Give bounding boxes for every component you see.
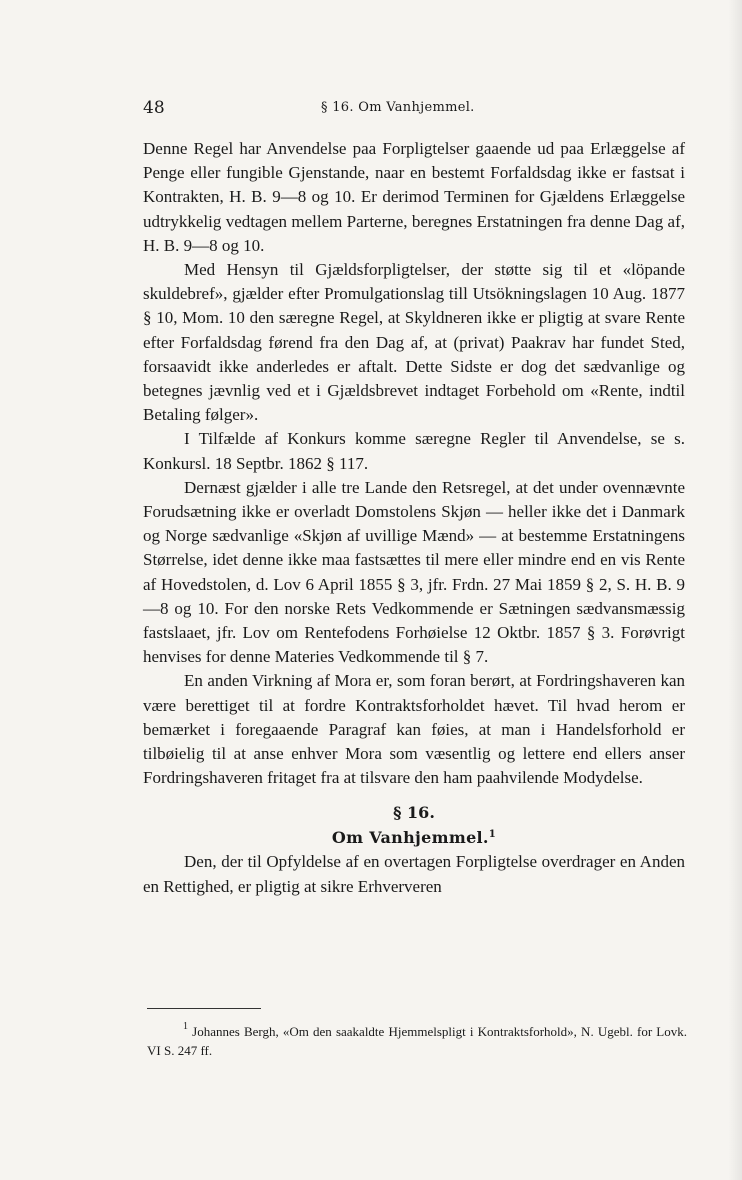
section-paragraph: Den, der til Opfyldelse af en overtagen Forpligtelse overdrager en Anden en Rettighed, er pligtig at sikre Erhververen <box>143 852 685 896</box>
footnote-reference[interactable]: 1 <box>488 829 497 841</box>
page-edge-shadow <box>728 0 742 1180</box>
running-head: § 16. Om Vanhjemmel. <box>321 100 475 115</box>
page-number: 48 <box>143 98 165 118</box>
paragraph: Med Hensyn til Gjældsforpligtelser, der støtte sig til et «löpande skuldebref», gjælder efter Promulgationslag till Utsökningslagen 10 Aug. 1877 § 10, Mom. 10 den særegne Regel, at Skyldneren ikke er pligtig at svare Rente efter Forfaldsdag førend fra den Dag af, at (privat) Paakrav har fundet Sted, forsaavidt ikke anderledes er aftalt. Dette Sidste er dog det sædvanlige og betegnes jævnlig ved et i Gjældsbrevet indtaget Forbehold om «Rente, indtil Betaling følger». <box>143 260 685 425</box>
page-header <box>143 98 687 120</box>
paragraph: I Tilfælde af Konkurs komme særegne Regler til Anvendelse, se s. Konkursl. 18 Septbr. 1862 § 117. <box>143 429 685 473</box>
paragraph: Dernæst gjælder i alle tre Lande den Retsregel, at det under ovennævnte Forudsætning ikke er overladt Domstolens Skjøn — heller ikke det i Danmark og Norge sædvanlige «Skjøn af uvillige Mænd» — at bestemme Erstatningens Størrelse, idet denne ikke maa fastsættes til mere eller mindre end en vis Rente af Hovedstolen, d. Lov 6 April 1855 § 3, jfr. Frdn. 27 Mai 1859 § 2, S. H. B. 9—8 og 10. For den norske Rets Vedkommende er Sætningen sædvansmæssig fastslaaet, jfr. Lov om Rentefodens Forhøielse 12 Oktbr. 1857 § 3. Forøvrigt henvises for denne Materies Vedkommende til § 7. <box>143 477 685 667</box>
footnote-marker: 1 <box>183 1021 188 1032</box>
footnote-text: Johannes Bergh, «Om den saakaldte Hjemmelspligt i Kontraktsforhold», N. Ugebl. for Lovk. VI S. 247 ff. <box>147 1024 688 1058</box>
paragraph: Denne Regel har Anvendelse paa Forpligtelser gaaende ud paa Erlæggelse af Penge eller fungible Gjenstande, naar en bestemt Forfaldsdag ikke er fastsat i Kontrakten, H. B. 9—8 og 10. Er derimod Terminen for Gjældens Erlæggelse udtrykkelig vedtagen mellem Parterne, beregnes Erstatningen fra denne Dag af, H. B. 9—8 og 10. <box>143 139 685 255</box>
section-title <box>143 825 685 850</box>
paragraph: En anden Virkning af Mora er, som foran berørt, at Fordringshaveren kan være berettiget til at fordre Kontraktsforholdet hævet. Til hvad herom er bemærket i foregaaende Paragraf kan føies, at man i Handelsforhold er tilbøielig til at anse enhver Mora som væsentlig og lettere end ellers anser Fordringshaveren fritaget fra at tilsvare den ham paahvilende Modydelse. <box>143 671 685 788</box>
body-text <box>143 137 685 899</box>
footnote <box>147 1017 687 1060</box>
footnote-divider <box>147 1008 261 1009</box>
section-title-text: Om Vanhjemmel. <box>331 828 489 848</box>
section-number: § 16. <box>393 803 435 823</box>
